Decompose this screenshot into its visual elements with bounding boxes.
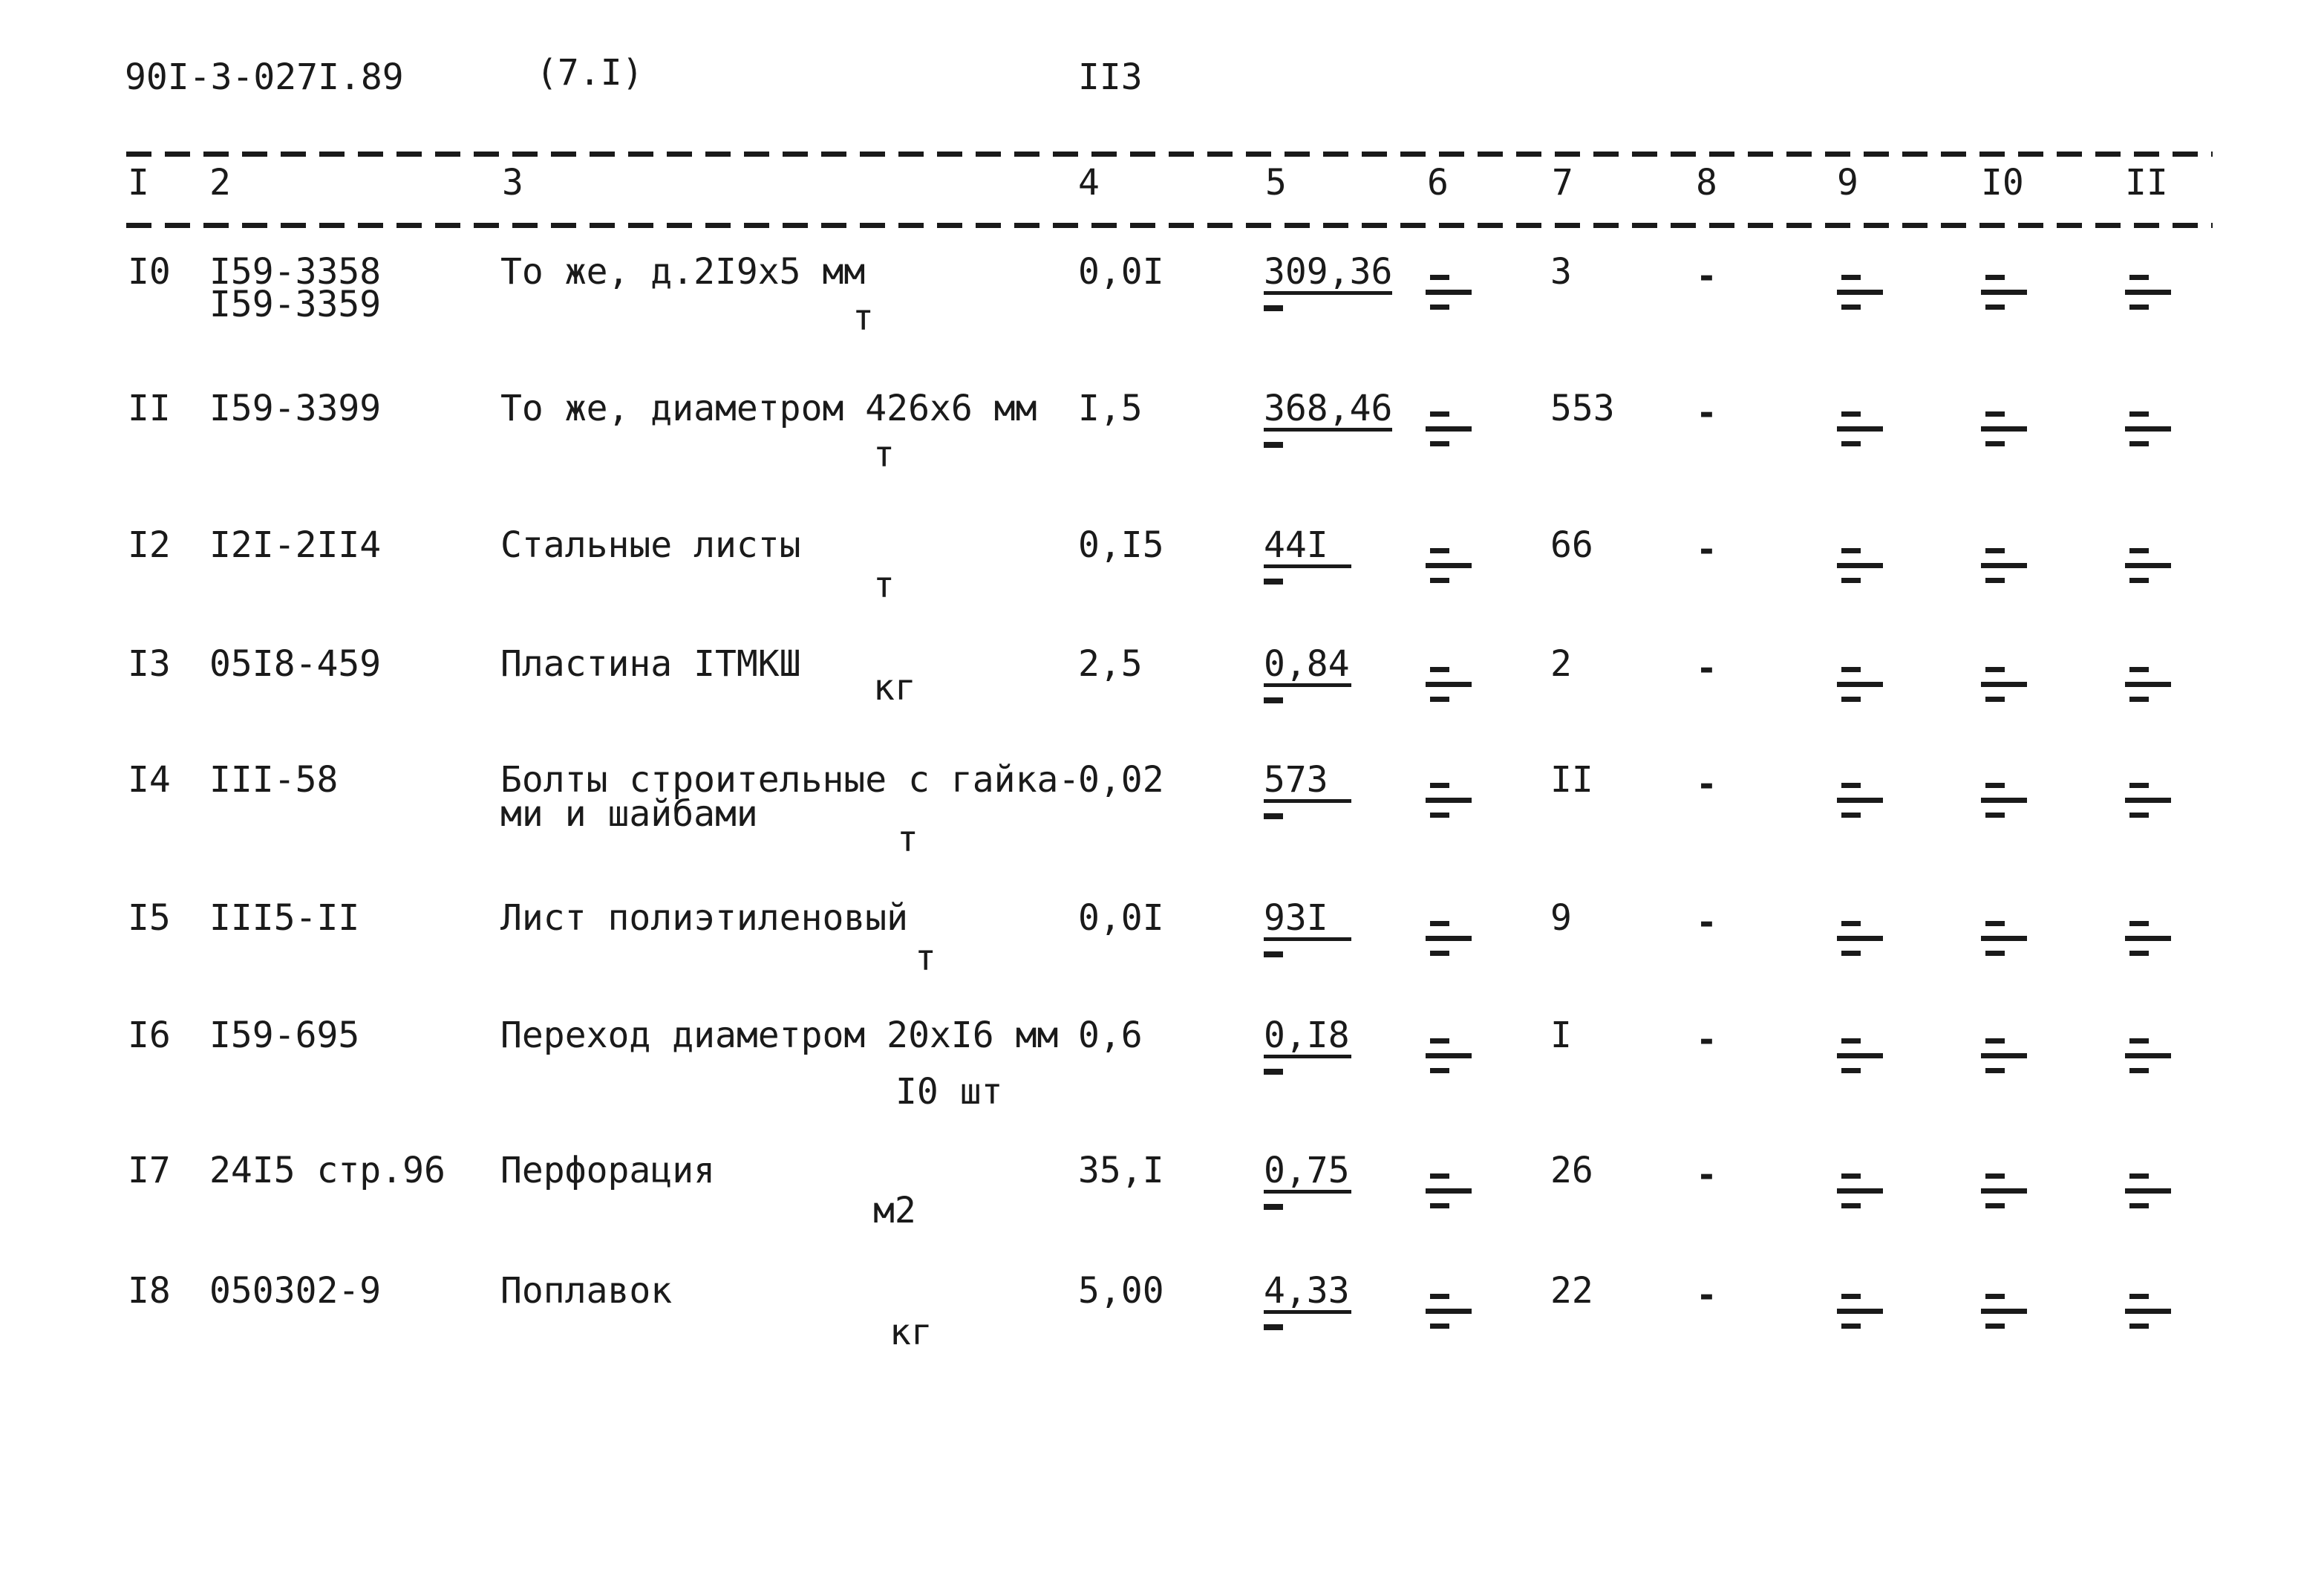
unit-price: 368,46 bbox=[1264, 391, 1392, 448]
row-number: I7 bbox=[128, 1150, 171, 1191]
item-description: То же, диаметром 426х6 мм bbox=[500, 388, 1037, 429]
total-cost: 553 bbox=[1550, 388, 1615, 429]
ditto-mark bbox=[2125, 783, 2171, 824]
column-8-value: - bbox=[1696, 1274, 1717, 1316]
item-unit: кг bbox=[873, 667, 916, 709]
row-number: II bbox=[128, 388, 171, 429]
ditto-mark bbox=[1981, 783, 2027, 824]
column-8-value: - bbox=[1696, 529, 1717, 570]
ditto-mark bbox=[1426, 275, 1472, 316]
ditto-mark bbox=[2125, 411, 2171, 453]
price-code: III-58 bbox=[209, 759, 339, 801]
unit-price: 309,36 bbox=[1264, 254, 1392, 311]
ditto-mark bbox=[1981, 548, 2027, 590]
quantity: 0,I5 bbox=[1078, 524, 1164, 566]
price-code: I2I-2II4 bbox=[209, 524, 382, 566]
ditto-mark bbox=[2125, 275, 2171, 316]
column-header: 7 bbox=[1552, 162, 1573, 204]
unit-price: 93I bbox=[1264, 900, 1351, 957]
item-description: Переход диаметром 20хI6 мм bbox=[500, 1015, 1059, 1056]
price-code: 24I5 стр.96 bbox=[209, 1150, 445, 1191]
doc-code: 90I-3-027I.89 bbox=[125, 56, 404, 98]
ditto-mark bbox=[1981, 1038, 2027, 1080]
table-row bbox=[0, 251, 2324, 380]
row-number: I3 bbox=[128, 643, 171, 685]
quantity: 0,0I bbox=[1078, 251, 1164, 293]
ditto-mark bbox=[1837, 783, 1883, 824]
column-header: 8 bbox=[1696, 162, 1717, 204]
quantity: 35,I bbox=[1078, 1150, 1164, 1191]
ditto-mark bbox=[2125, 667, 2171, 709]
ditto-mark bbox=[1837, 275, 1883, 316]
table-row bbox=[0, 524, 2324, 654]
item-unit: т bbox=[873, 564, 895, 606]
quantity: 0,6 bbox=[1078, 1015, 1143, 1056]
column-header: 9 bbox=[1837, 162, 1858, 204]
quantity: 0,02 bbox=[1078, 759, 1164, 801]
ditto-mark bbox=[1981, 1173, 2027, 1215]
ditto-mark bbox=[1837, 1038, 1883, 1080]
column-header: 5 bbox=[1265, 162, 1287, 204]
unit-price: 573 bbox=[1264, 762, 1351, 819]
item-unit: т bbox=[873, 434, 895, 475]
ditto-mark bbox=[1981, 275, 2027, 316]
ditto-mark bbox=[1981, 667, 2027, 709]
total-cost: 2 bbox=[1550, 643, 1572, 685]
row-number: I8 bbox=[128, 1270, 171, 1312]
table-row bbox=[0, 643, 2324, 772]
ditto-mark bbox=[1426, 921, 1472, 963]
ditto-mark bbox=[1837, 1173, 1883, 1215]
column-header: I0 bbox=[1981, 162, 2024, 204]
column-header: 6 bbox=[1427, 162, 1449, 204]
quantity: 2,5 bbox=[1078, 643, 1143, 685]
row-number: I5 bbox=[128, 897, 171, 939]
price-code: 050302-9 bbox=[209, 1270, 382, 1312]
total-cost: I bbox=[1550, 1015, 1572, 1056]
ditto-mark bbox=[2125, 921, 2171, 963]
table-row bbox=[0, 388, 2324, 517]
total-cost: 9 bbox=[1550, 897, 1572, 939]
item-description: То же, д.2I9х5 мм bbox=[500, 251, 866, 293]
unit-price: 0,84 bbox=[1264, 646, 1351, 703]
item-description: Поплавок bbox=[500, 1270, 673, 1312]
ditto-mark bbox=[1426, 1173, 1472, 1215]
ditto-mark bbox=[2125, 1038, 2171, 1080]
column-header: 3 bbox=[502, 162, 523, 204]
item-description: Пластина IТМКШ bbox=[500, 643, 801, 685]
table-row bbox=[0, 1015, 2324, 1144]
total-cost: II bbox=[1550, 759, 1593, 801]
total-cost: 22 bbox=[1550, 1270, 1593, 1312]
table-row bbox=[0, 759, 2324, 888]
quantity: I,5 bbox=[1078, 388, 1143, 429]
item-unit: т bbox=[915, 937, 936, 979]
table-header-rule bbox=[126, 223, 2213, 228]
ditto-mark bbox=[1837, 921, 1883, 963]
column-8-value: - bbox=[1696, 1154, 1717, 1196]
table-top-rule bbox=[126, 152, 2213, 157]
ditto-mark bbox=[1426, 667, 1472, 709]
column-8-value: - bbox=[1696, 392, 1717, 434]
ditto-mark bbox=[1837, 1294, 1883, 1335]
table-row bbox=[0, 1150, 2324, 1279]
price-code: 05I8-459 bbox=[209, 643, 382, 685]
column-8-value: - bbox=[1696, 764, 1717, 805]
item-unit: кг bbox=[890, 1312, 933, 1353]
total-cost: 66 bbox=[1550, 524, 1593, 566]
ditto-mark bbox=[1426, 1294, 1472, 1335]
ditto-mark bbox=[1837, 667, 1883, 709]
total-cost: 3 bbox=[1550, 251, 1572, 293]
ditto-mark bbox=[1426, 1038, 1472, 1080]
ditto-mark bbox=[1981, 921, 2027, 963]
price-code: III5-II bbox=[209, 897, 360, 939]
column-8-value: - bbox=[1696, 1019, 1717, 1061]
total-cost: 26 bbox=[1550, 1150, 1593, 1191]
item-description: Перфорация bbox=[500, 1150, 715, 1191]
row-number: I2 bbox=[128, 524, 171, 566]
quantity: 0,0I bbox=[1078, 897, 1164, 939]
unit-price: 0,I8 bbox=[1264, 1018, 1351, 1075]
price-code: I59-3399 bbox=[209, 388, 382, 429]
ditto-mark bbox=[1981, 1294, 2027, 1335]
ditto-mark bbox=[1426, 411, 1472, 453]
price-code: I59-695 bbox=[209, 1015, 360, 1056]
column-8-value: - bbox=[1696, 255, 1717, 297]
ditto-mark bbox=[1426, 548, 1472, 590]
item-description: Лист полиэтиленовый bbox=[500, 897, 909, 939]
item-unit: м2 bbox=[873, 1190, 916, 1231]
table-row bbox=[0, 897, 2324, 1026]
ditto-mark bbox=[2125, 1173, 2171, 1215]
ditto-mark bbox=[1837, 411, 1883, 453]
row-number: I6 bbox=[128, 1015, 171, 1056]
page-number: II3 bbox=[1078, 56, 1143, 98]
column-header: 4 bbox=[1078, 162, 1100, 204]
unit-price: 0,75 bbox=[1264, 1153, 1351, 1210]
ditto-mark bbox=[1837, 548, 1883, 590]
row-number: I4 bbox=[128, 759, 171, 801]
quantity: 5,00 bbox=[1078, 1270, 1164, 1312]
ditto-mark bbox=[1981, 411, 2027, 453]
section-number: (7.I) bbox=[536, 52, 644, 94]
unit-price: 4,33 bbox=[1264, 1273, 1351, 1330]
ditto-mark bbox=[2125, 1294, 2171, 1335]
column-header: I bbox=[128, 162, 149, 204]
item-description: Стальные листы bbox=[500, 524, 801, 566]
column-8-value: - bbox=[1696, 902, 1717, 943]
item-unit: I0 шт bbox=[895, 1071, 1003, 1113]
item-description: Болты строительные с гайка- ми и шайбами bbox=[500, 759, 1080, 835]
ditto-mark bbox=[1426, 783, 1472, 824]
item-unit: т bbox=[897, 818, 918, 860]
column-header: 2 bbox=[209, 162, 231, 204]
row-number: I0 bbox=[128, 251, 171, 293]
unit-price: 44I bbox=[1264, 527, 1351, 585]
price-code: I59-3358 I59-3359 bbox=[209, 251, 382, 325]
item-unit: т bbox=[852, 297, 874, 339]
column-header: II bbox=[2125, 162, 2168, 204]
column-8-value: - bbox=[1696, 648, 1717, 689]
ditto-mark bbox=[2125, 548, 2171, 590]
table-row bbox=[0, 1270, 2324, 1399]
